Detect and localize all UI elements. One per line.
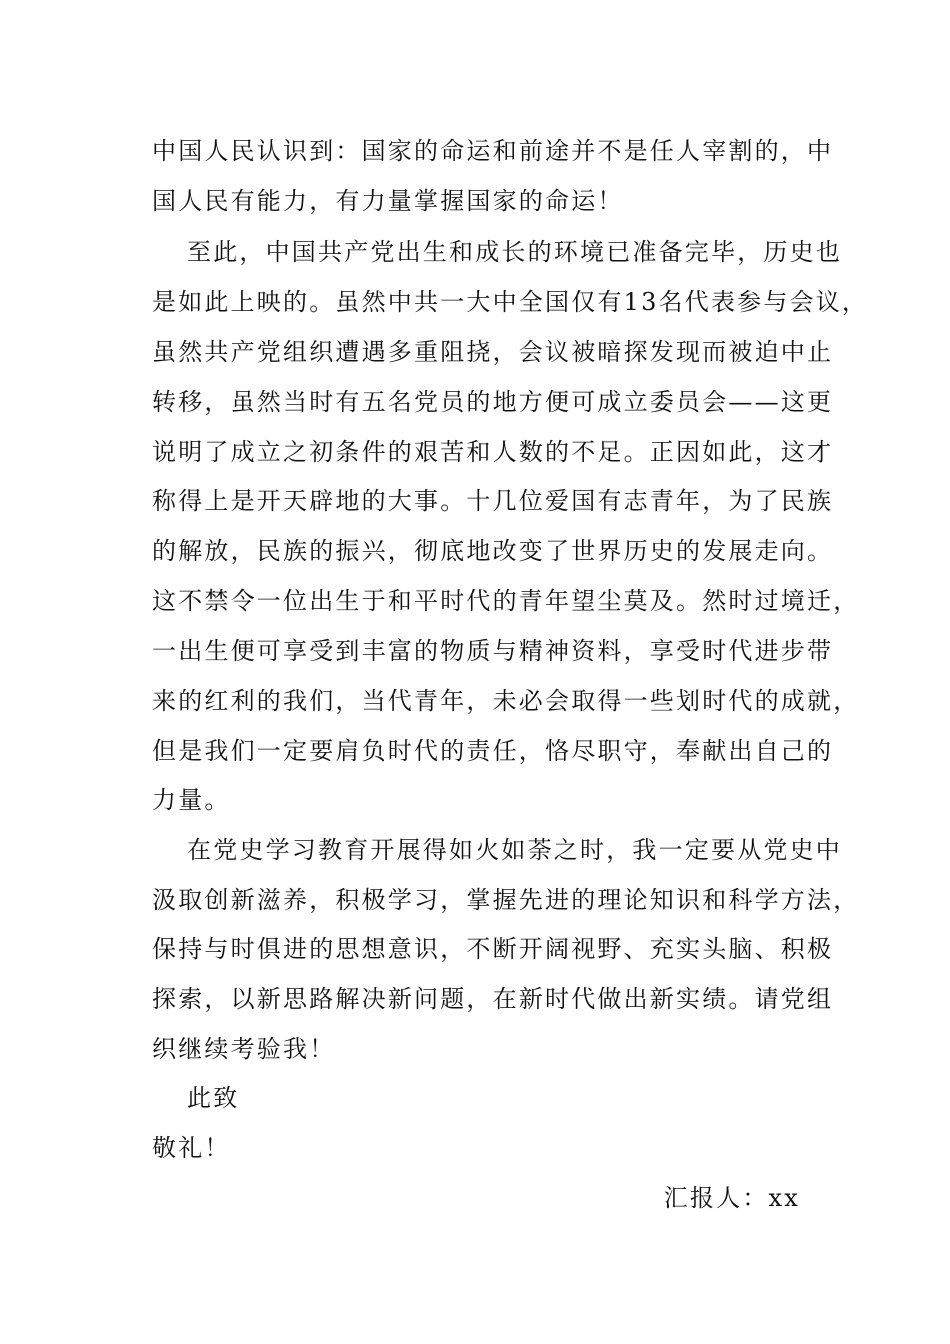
text-line: 是如此上映的。虽然中共一大中全国仅有13名代表参与会议， [152,288,869,316]
text-line: 称得上是开天辟地的大事。十几位爱国有志青年，为了民族 [152,487,834,515]
text-line: 来的红利的我们，当代青年，未必会取得一些划时代的成就， [152,687,860,715]
text-line: 虽然共产党组织遭遇多重阻挠，会议被暗探发现而被迫中止 [152,338,834,366]
text-line: 但是我们一定要肩负时代的责任，恪尽职守，奉献出自己的 [152,737,834,765]
text-line: 这不禁令一位出生于和平时代的青年望尘莫及。然时过境迁， [152,587,860,615]
text-line: 的解放，民族的振兴，彻底地改变了世界历史的发展走向。 [152,537,834,565]
text-line: 至此，中国共产党出生和成长的环境已准备完毕，历史也 [187,238,842,266]
salute-text: 敬礼！ [152,1134,231,1162]
closing-text: 此致 [187,1084,240,1112]
text-line: 一出生便可享受到丰富的物质与精神资料，享受时代进步带 [152,637,834,665]
signature: 汇报人：xx [663,1184,800,1212]
text-line: 中国人民认识到：国家的命运和前途并不是任人宰割的，中 [152,137,834,165]
text-line: 织继续考验我！ [152,1035,336,1063]
text-line: 汲取创新滋养，积极学习，掌握先进的理论知识和科学方法， [152,886,860,914]
text-line: 保持与时俱进的思想意识，不断开阔视野、充实头脑、积极 [152,935,834,963]
text-line: 力量。 [152,786,231,814]
text-line: 在党史学习教育开展得如火如荼之时，我一定要从党史中 [187,836,842,864]
text-line: 国人民有能力，有力量掌握国家的命运！ [152,187,624,215]
text-line: 说明了成立之初条件的艰苦和人数的不足。正因如此，这才 [152,438,834,466]
text-line: 探索，以新思路解决新问题，在新时代做出新实绩。请党组 [152,985,834,1013]
text-line: 转移，虽然当时有五名党员的地方便可成立委员会——这更 [152,388,834,416]
